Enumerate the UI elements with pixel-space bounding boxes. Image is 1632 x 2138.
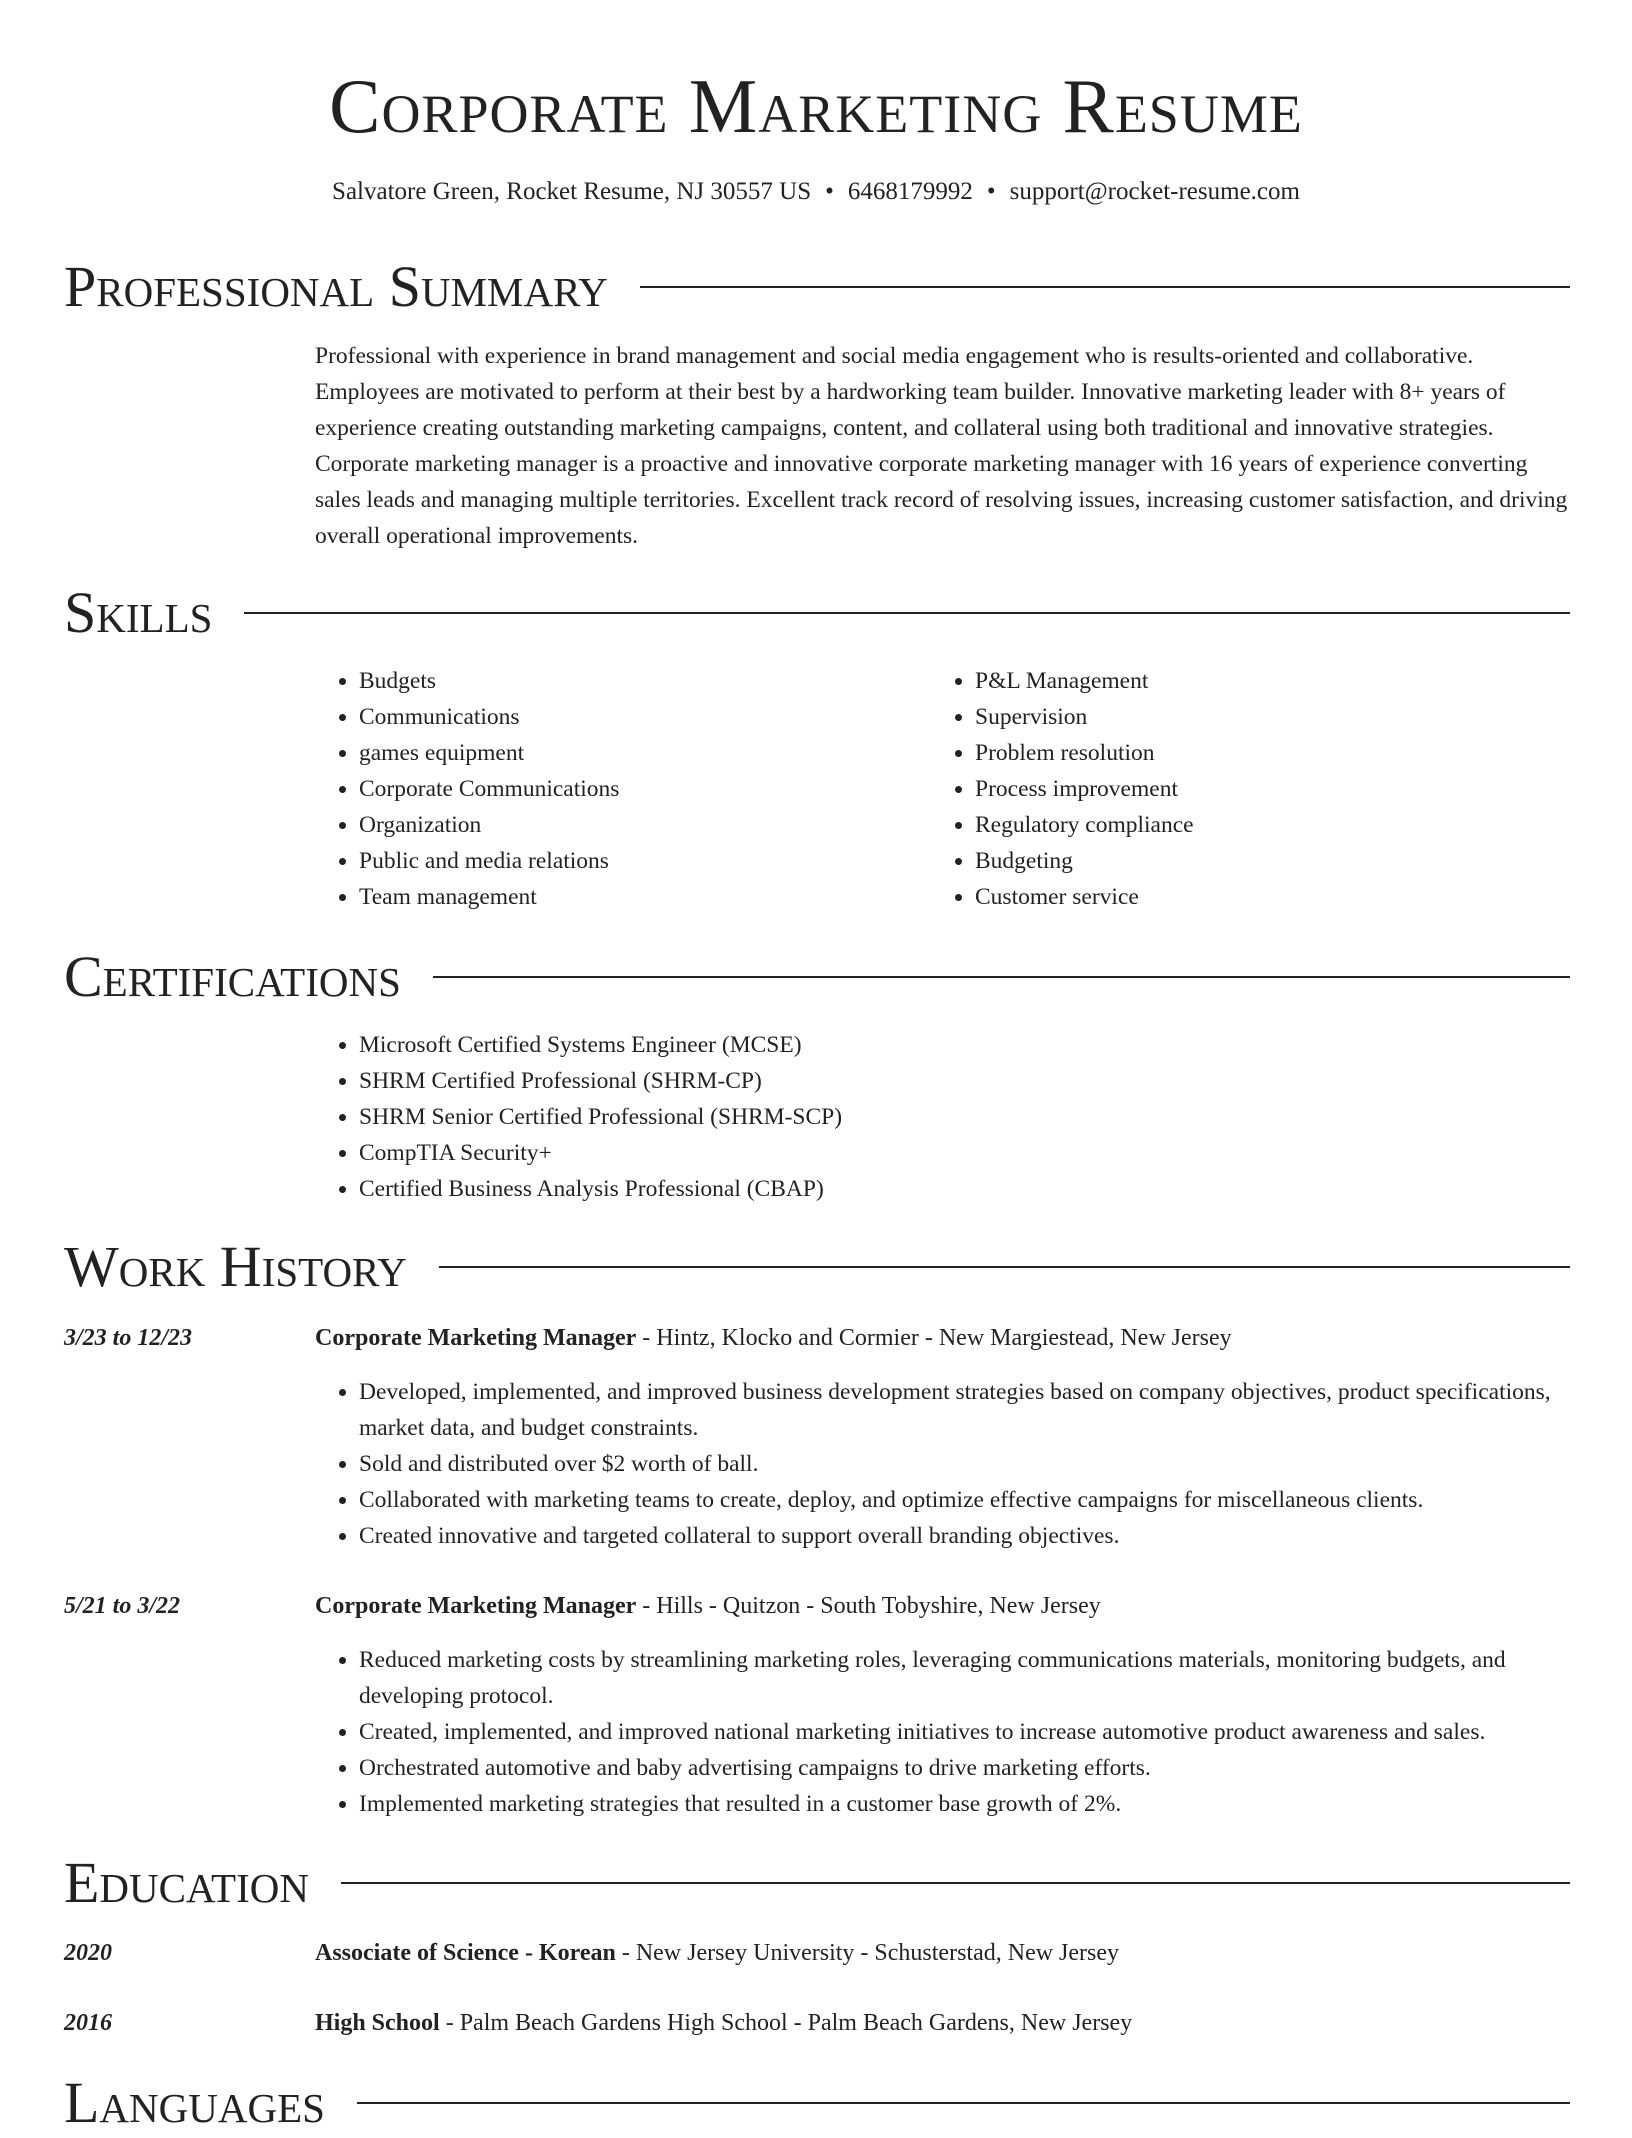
section-divider <box>357 2102 1570 2104</box>
job-bullet: • Developed, implemented, and improved business development strategies based on company objectives, product specifications, market data, and budget constraints. <box>359 1374 1570 1446</box>
skill-item: • Process improvement <box>975 771 1575 807</box>
contact-separator: • <box>986 178 996 205</box>
section-divider <box>640 286 1570 288</box>
skill-item: • games equipment <box>359 735 919 771</box>
contact-line <box>0 176 1632 208</box>
certifications-list <box>315 1027 1559 1207</box>
section-header-work-history <box>64 1232 1570 1302</box>
contact-separator: • <box>825 178 834 205</box>
section-header-summary <box>64 252 1570 322</box>
job-dates: 3/23 to 12/23 <box>64 1325 193 1351</box>
skill-item: • Regulatory compliance <box>975 807 1575 843</box>
certification-item: • SHRM Certified Professional (SHRM-CP) <box>359 1063 1559 1099</box>
education-school-location: - Palm Beach Gardens High School - Palm Beach Gardens, New Jersey <box>439 2010 1133 2036</box>
skill-item: • Organization <box>359 807 919 843</box>
section-title-summary: Professional Summary <box>64 254 608 319</box>
job-title: Corporate Marketing Manager <box>315 1325 637 1351</box>
contact-phone[interactable]: 6468179992 <box>847 178 973 205</box>
section-title-education: Education <box>64 1850 309 1915</box>
section-header-languages <box>64 2068 1570 2138</box>
section-header-education <box>64 1848 1570 1918</box>
certification-item: • CompTIA Security+ <box>359 1135 1559 1171</box>
job-bullet: • Implemented marketing strategies that resulted in a customer base growth of 2%. <box>359 1786 1614 1822</box>
contact-address: Salvatore Green, Rocket Resume, NJ 30557 US <box>332 178 812 205</box>
section-header-certifications <box>64 942 1570 1012</box>
skill-item: • Budgeting <box>975 843 1575 879</box>
education-entry <box>315 2005 1570 2041</box>
job-bullet: • Created, implemented, and improved national marketing initiatives to increase automotive product awareness and sales. <box>359 1714 1614 1750</box>
section-divider <box>244 612 1570 614</box>
resume-title: Corporate Marketing Resume <box>329 63 1303 149</box>
section-title-languages: Languages <box>64 2070 325 2135</box>
job-company-location: - Hills - Quitzon - South Tobyshire, New Jersey <box>636 1593 1101 1619</box>
job-bullet: • Created innovative and targeted collateral to support overall branding objectives. <box>359 1518 1570 1554</box>
skill-item: • Team management <box>359 879 919 915</box>
education-year: 2016 <box>64 2010 112 2036</box>
job-bullets <box>315 1374 1570 1554</box>
section-divider <box>341 1882 1570 1884</box>
job-bullet: • Sold and distributed over $2 worth of ball. <box>359 1446 1570 1482</box>
skill-item: • Budgets <box>359 663 919 699</box>
job-bullets <box>315 1642 1614 1822</box>
section-title-work-history: Work History <box>64 1234 407 1299</box>
job-heading <box>315 1588 1570 1624</box>
certification-item: • SHRM Senior Certified Professional (SHRM-SCP) <box>359 1099 1559 1135</box>
section-title-skills: Skills <box>64 580 213 645</box>
education-degree: High School <box>315 2010 440 2036</box>
job-title: Corporate Marketing Manager <box>315 1593 637 1619</box>
certification-item: • Certified Business Analysis Professional (CBAP) <box>359 1171 1559 1207</box>
skill-item: • P&L Management <box>975 663 1575 699</box>
skills-list-right <box>931 663 1575 915</box>
certification-item: • Microsoft Certified Systems Engineer (MCSE) <box>359 1027 1559 1063</box>
skill-item: • Communications <box>359 699 919 735</box>
job-bullet: • Collaborated with marketing teams to create, deploy, and optimize effective campaigns for miscellaneous clients. <box>359 1482 1570 1518</box>
education-degree: Associate of Science - Korean <box>315 1940 616 1966</box>
skill-item: • Public and media relations <box>359 843 919 879</box>
section-title-certifications: Certifications <box>64 944 401 1009</box>
skill-item: • Customer service <box>975 879 1575 915</box>
job-heading <box>315 1320 1570 1356</box>
section-divider <box>439 1266 1570 1268</box>
education-entry <box>315 1935 1570 1971</box>
job-bullet: • Reduced marketing costs by streamlining marketing roles, leveraging communications materials, monitoring budgets, and developing protocol. <box>359 1642 1614 1714</box>
job-bullet: • Orchestrated automotive and baby advertising campaigns to drive marketing efforts. <box>359 1750 1614 1786</box>
contact-email[interactable]: support@rocket-resume.com <box>1009 178 1300 205</box>
job-company-location: - Hintz, Klocko and Cormier - New Margiestead, New Jersey <box>636 1325 1232 1351</box>
skills-list-left <box>315 663 919 915</box>
summary-text: Professional with experience in brand management and social media engagement who is results-oriented and collaborative. Employees are motivated to perform at their best by a hardworking team builder. Innovative marketing leader with 8+ years of experience creating outstanding marketing campaigns, content, and collateral using both traditional and innovative strategies. Corporate marketing manager is a proactive and innovative corporate marketing manager with 16 years of experience converting sales leads and managing multiple territories. Excellent track record of resolving issues, increasing customer satisfaction, and driving overall operational improvements. <box>315 343 1568 549</box>
education-year: 2020 <box>64 1940 112 1966</box>
skill-item: • Supervision <box>975 699 1575 735</box>
education-school-location: - New Jersey University - Schusterstad, New Jersey <box>615 1940 1120 1966</box>
section-divider <box>433 976 1570 978</box>
section-header-skills <box>64 578 1570 648</box>
job-dates: 5/21 to 3/22 <box>64 1593 181 1619</box>
skill-item: • Problem resolution <box>975 735 1575 771</box>
skill-item: • Corporate Communications <box>359 771 919 807</box>
